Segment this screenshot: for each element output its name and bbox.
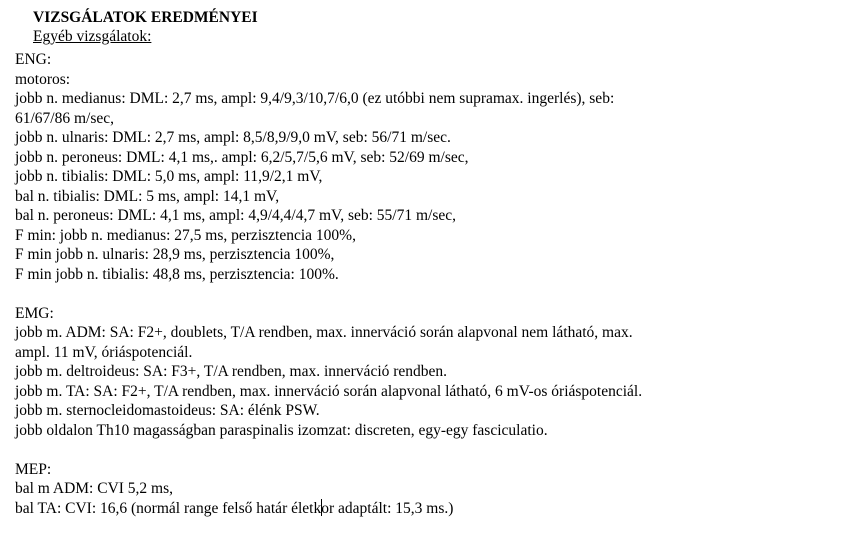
- mep-line-text-before-cursor: bal TA: CVI: 16,6 (normál range felső határ életk: [15, 499, 322, 517]
- eng-line: jobb n. tibialis: DML: 5,0 ms, ampl: 11,9/2,1 mV,: [15, 168, 323, 185]
- emg-line: jobb m. sternocleidomastoideus: SA: élénk PSW.: [15, 402, 320, 419]
- eng-line: F min: jobb n. medianus: 27,5 ms, perzisztencia 100%,: [15, 226, 356, 244]
- mep-line: bal m ADM: CVI 5,2 ms,: [15, 480, 174, 497]
- eng-subheading: motoros:: [15, 70, 71, 88]
- document-title: VIZSGÁLATOK EREDMÉNYEI: [33, 9, 258, 26]
- section-subtitle-other-tests: Egyéb vizsgálatok:: [33, 28, 152, 45]
- blank-line: [15, 440, 805, 460]
- eng-line: F min jobb n. tibialis: 48,8 ms, perzisztencia: 100%.: [15, 265, 339, 283]
- emg-line: jobb m. deltroideus: SA: F3+, T/A rendben, max. innerváció rendben.: [15, 363, 448, 380]
- eng-line: bal n. tibialis: DML: 5 ms, ampl: 14,1 mV,: [15, 187, 280, 205]
- eng-heading: ENG:: [15, 51, 52, 68]
- emg-line: jobb oldalon Th10 magasságban paraspinalis izomzat: discreten, egy-egy fasciculatio.: [15, 421, 548, 439]
- mep-heading: MEP:: [15, 460, 52, 478]
- emg-heading: EMG:: [15, 304, 54, 322]
- eng-line: jobb n. peroneus: DML: 4,1 ms,. ampl: 6,2/5,7/5,6 mV, seb: 52/69 m/sec,: [15, 148, 469, 166]
- blank-line: [15, 284, 805, 304]
- eng-line: 61/67/86 m/sec,: [15, 109, 115, 127]
- emg-line: jobb m. TA: SA: F2+, T/A rendben, max. innerváció során alapvonal látható, 6 mV-os óriáspotenciál.: [15, 382, 643, 400]
- emg-line: jobb m. ADM: SA: F2+, doublets, T/A rendben, max. innerváció során alapvonal nem látható, max.: [15, 324, 633, 341]
- mep-line-with-cursor: [15, 499, 805, 519]
- eng-line: jobb n. ulnaris: DML: 2,7 ms, ampl: 8,5/8,9/9,0 mV, seb: 56/71 m/sec.: [15, 129, 451, 146]
- eng-line: bal n. peroneus: DML: 4,1 ms, ampl: 4,9/4,4/4,7 mV, seb: 55/71 m/sec,: [15, 207, 457, 224]
- mep-line-text-after-cursor: or adaptált: 15,3 ms.): [321, 499, 454, 517]
- document-body[interactable]: [15, 50, 805, 518]
- eng-line: F min jobb n. ulnaris: 28,9 ms, perzisztencia 100%,: [15, 246, 335, 263]
- eng-line: jobb n. medianus: DML: 2,7 ms, ampl: 9,4/9,3/10,7/6,0 (ez utóbbi nem supramax. ingerlés), seb:: [15, 90, 615, 107]
- document-page: [33, 8, 833, 46]
- emg-line: ampl. 11 mV, óriáspotenciál.: [15, 343, 193, 361]
